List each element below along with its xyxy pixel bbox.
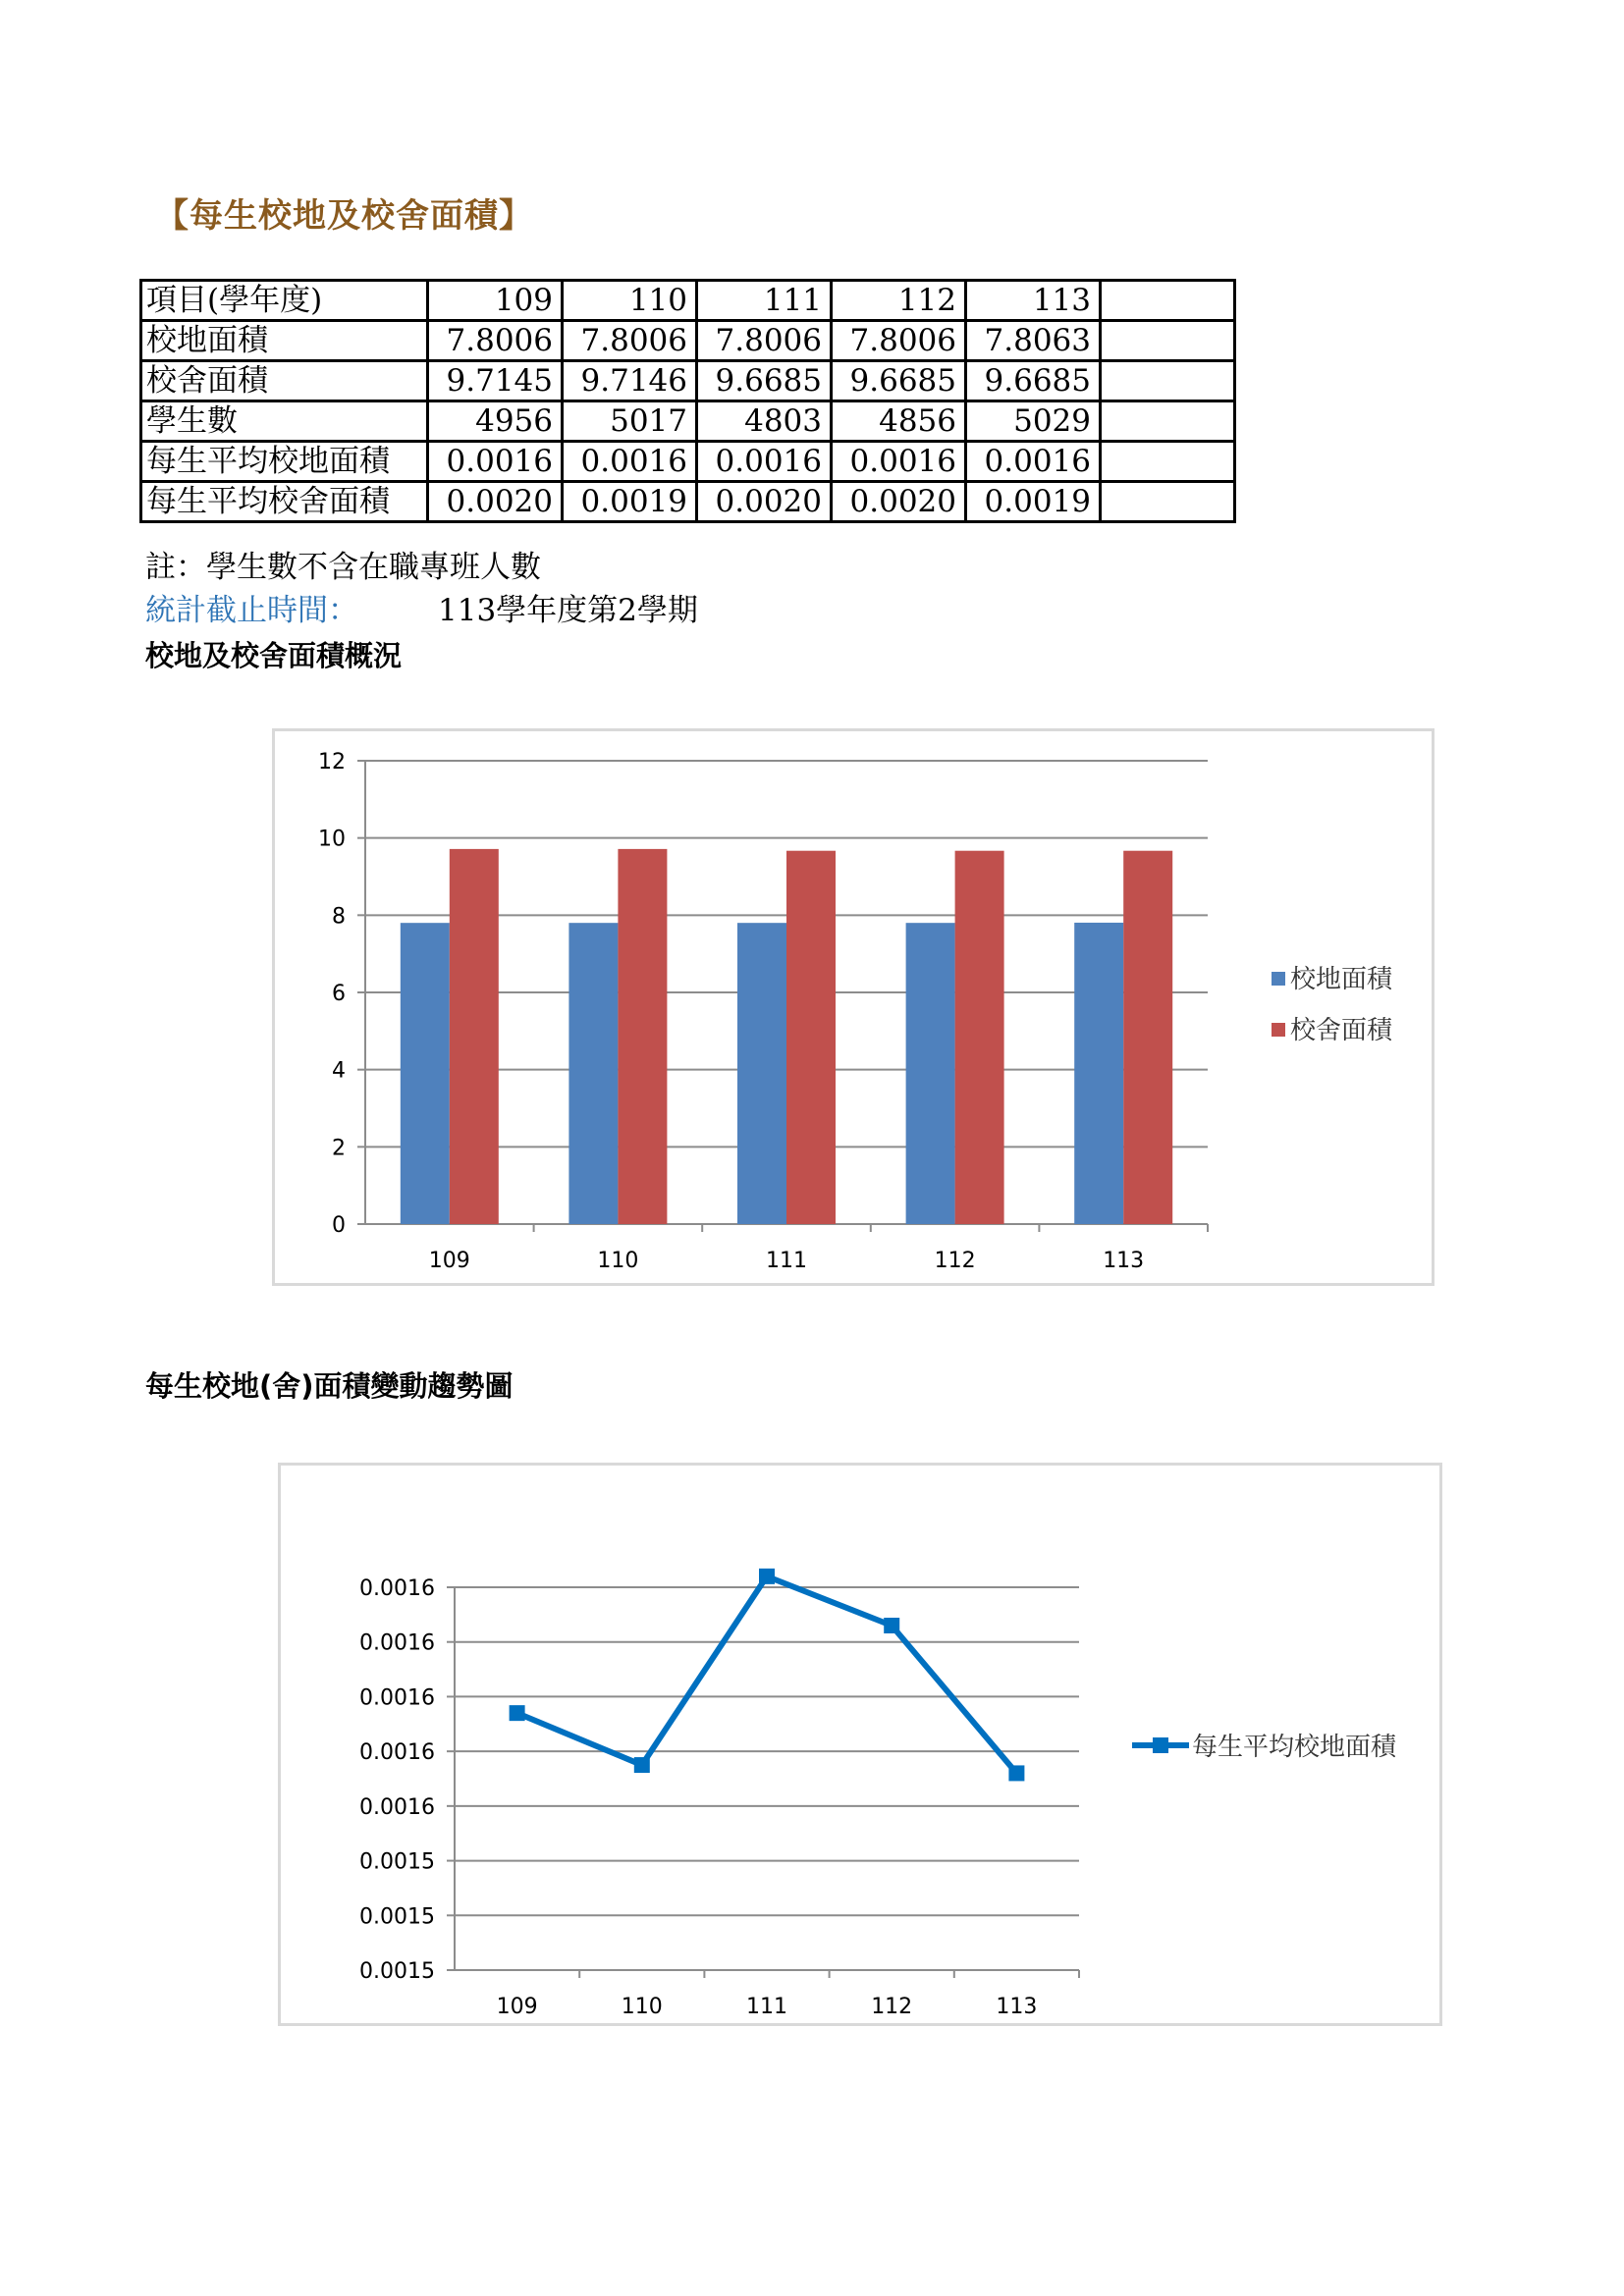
- line-chart: [281, 1466, 1439, 2023]
- y-tick-label: 0.0016: [359, 1740, 435, 1766]
- legend-swatch: [1272, 972, 1285, 986]
- table-cell: [1101, 401, 1235, 442]
- data-point: [1008, 1765, 1024, 1781]
- table-cell: 0.0019: [563, 482, 697, 522]
- table-cell: 9.6685: [697, 361, 832, 401]
- table-cell: 9.6685: [832, 361, 966, 401]
- y-tick-label: 8: [332, 904, 346, 930]
- table-cell: 4803: [697, 401, 832, 442]
- table-cell: 0.0016: [563, 442, 697, 482]
- y-tick-label: 2: [332, 1136, 346, 1161]
- table-cell: 7.8006: [832, 321, 966, 361]
- row-label: 每生平均校舍面積: [141, 482, 428, 522]
- row-label: 學生數: [141, 401, 428, 442]
- y-tick-label: 4: [332, 1058, 346, 1084]
- y-tick-label: 0.0016: [359, 1576, 435, 1601]
- table-cell: 0.0020: [428, 482, 563, 522]
- table-cell: [1101, 482, 1235, 522]
- y-tick-label: 0.0015: [359, 1904, 435, 1930]
- header-cell: 109: [428, 281, 563, 321]
- table-cell: 7.8006: [697, 321, 832, 361]
- header-cell: 112: [832, 281, 966, 321]
- data-point: [884, 1618, 899, 1633]
- y-tick-label: 0.0016: [359, 1630, 435, 1656]
- legend-swatch: [1272, 1023, 1285, 1037]
- table-row: [141, 442, 1235, 482]
- stat-value: 113學年度第2學期: [438, 593, 698, 628]
- bar-building: [1123, 851, 1172, 1224]
- table-cell: 9.7146: [563, 361, 697, 401]
- table-cell: 0.0020: [832, 482, 966, 522]
- data-point: [759, 1569, 775, 1584]
- y-tick-label: 0: [332, 1213, 346, 1238]
- y-tick-label: 0.0016: [359, 1794, 435, 1820]
- bar-building: [786, 851, 836, 1224]
- header-cell: 111: [697, 281, 832, 321]
- x-tick-label: 109: [496, 1995, 538, 2019]
- table-cell: 0.0016: [428, 442, 563, 482]
- table-cell: 0.0020: [697, 482, 832, 522]
- row-label: 校地面積: [141, 321, 428, 361]
- y-tick-label: 0.0015: [359, 1959, 435, 1984]
- y-tick-label: 0.0016: [359, 1685, 435, 1711]
- table-cell: 5029: [966, 401, 1101, 442]
- table-cell: 7.8006: [563, 321, 697, 361]
- table-cell: [1101, 442, 1235, 482]
- x-tick-label: 111: [766, 1249, 807, 1273]
- table-cell: 9.7145: [428, 361, 563, 401]
- table-cell: 9.6685: [966, 361, 1101, 401]
- legend-label: 每生平均校地面積: [1192, 1733, 1397, 1762]
- header-cell: 110: [563, 281, 697, 321]
- x-tick-label: 113: [996, 1995, 1038, 2019]
- table-cell: 4956: [428, 401, 563, 442]
- table-cell: [1101, 361, 1235, 401]
- line-chart-frame: [278, 1463, 1442, 2026]
- data-point: [634, 1757, 650, 1773]
- x-tick-label: 111: [746, 1995, 787, 2019]
- legend-label: 校地面積: [1290, 965, 1393, 994]
- note-text: 註：學生數不含在職專班人數: [145, 550, 541, 585]
- bar-land: [1074, 923, 1123, 1224]
- bar-land: [737, 923, 786, 1224]
- table-cell: 0.0019: [966, 482, 1101, 522]
- legend-label: 校舍面積: [1290, 1016, 1393, 1045]
- x-tick-label: 110: [621, 1995, 663, 2019]
- table-row: [141, 361, 1235, 401]
- header-cell: 項目(學年度): [141, 281, 428, 321]
- y-tick-label: 10: [318, 827, 346, 852]
- table-cell: 4856: [832, 401, 966, 442]
- page-title: 【每生校地及校舍面積】: [155, 196, 533, 236]
- stat-label: 統計截止時間：: [145, 593, 358, 628]
- bar-building: [618, 849, 667, 1224]
- header-cell: [1101, 281, 1235, 321]
- bar-land: [401, 923, 450, 1224]
- area-table: [139, 279, 1236, 523]
- data-point: [510, 1705, 525, 1721]
- table-cell: 0.0016: [832, 442, 966, 482]
- bar-land: [568, 923, 618, 1224]
- table-header-row: [141, 281, 1235, 321]
- table-cell: [1101, 321, 1235, 361]
- bar-land: [906, 923, 955, 1224]
- y-tick-label: 6: [332, 982, 346, 1006]
- section-title-area: 校地及校舍面積概況: [145, 639, 403, 672]
- row-label: 每生平均校地面積: [141, 442, 428, 482]
- section-title-trend: 每生校地(舍)面積變動趨勢圖: [145, 1369, 514, 1403]
- series-line: [517, 1576, 1017, 1774]
- y-tick-label: 12: [318, 750, 346, 774]
- x-tick-label: 110: [597, 1249, 639, 1273]
- y-tick-label: 0.0015: [359, 1849, 435, 1875]
- table-cell: 0.0016: [966, 442, 1101, 482]
- table-cell: 7.8006: [428, 321, 563, 361]
- table-cell: 5017: [563, 401, 697, 442]
- bar-chart: [275, 731, 1432, 1283]
- legend-marker: [1153, 1737, 1168, 1753]
- header-cell: 113: [966, 281, 1101, 321]
- bar-building: [955, 851, 1004, 1224]
- row-label: 校舍面積: [141, 361, 428, 401]
- x-tick-label: 109: [428, 1249, 470, 1273]
- table-cell: 0.0016: [697, 442, 832, 482]
- table-row: [141, 482, 1235, 522]
- bar-building: [450, 849, 499, 1224]
- x-tick-label: 112: [934, 1249, 976, 1273]
- x-tick-label: 112: [871, 1995, 913, 2019]
- bar-chart-frame: [272, 728, 1435, 1286]
- table-row: [141, 401, 1235, 442]
- table-cell: 7.8063: [966, 321, 1101, 361]
- table-row: [141, 321, 1235, 361]
- x-tick-label: 113: [1103, 1249, 1145, 1273]
